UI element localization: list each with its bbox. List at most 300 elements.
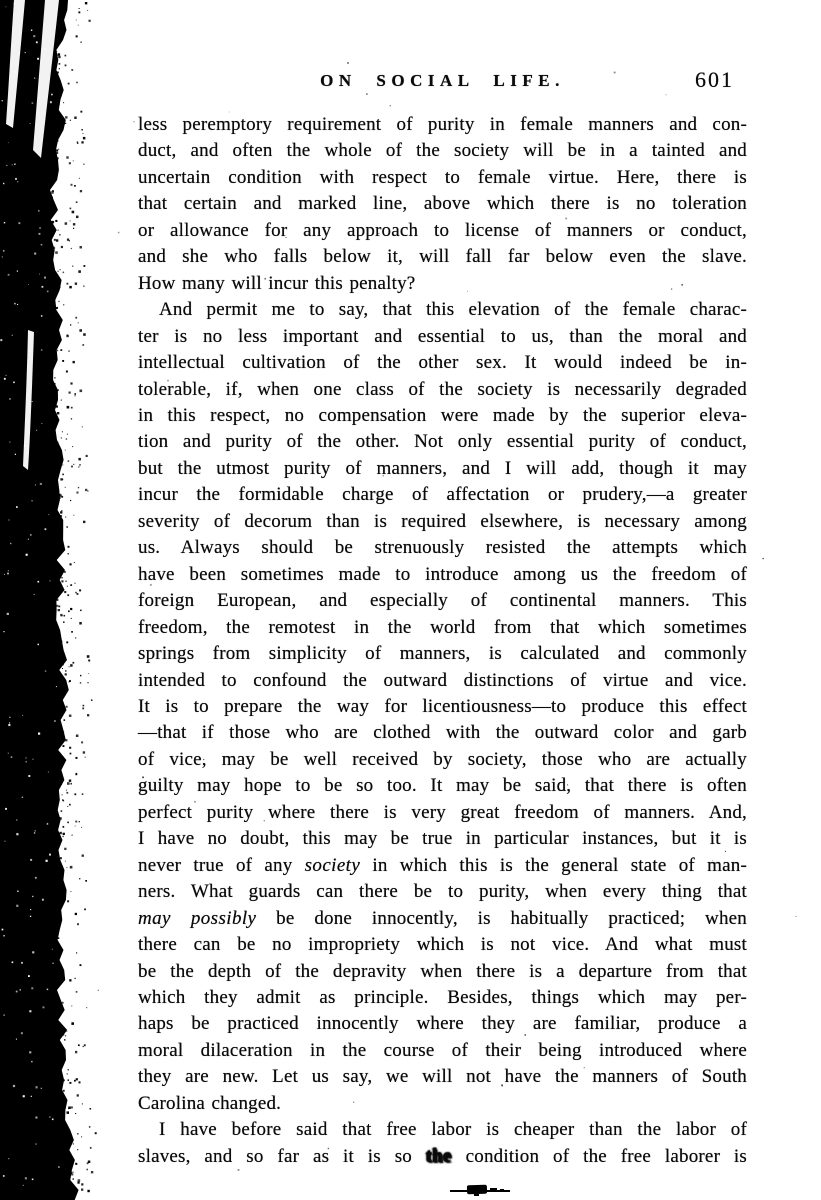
page-number: 601 — [695, 67, 734, 92]
scan-speck — [59, 633, 60, 634]
scan-speck — [64, 615, 66, 617]
scan-speck — [25, 757, 26, 758]
ink-smudge-ornament — [450, 1183, 510, 1197]
scan-speck — [63, 757, 64, 758]
scan-speck — [71, 1106, 73, 1108]
scan-speck — [54, 166, 56, 168]
scan-speck — [65, 673, 67, 675]
scan-speck — [82, 344, 84, 346]
scan-speck — [57, 485, 58, 486]
scan-speck — [62, 794, 63, 795]
scan-speck — [56, 599, 58, 601]
scan-speck — [57, 350, 58, 351]
scan-speck — [3, 1175, 5, 1177]
scan-speck — [65, 670, 67, 672]
scan-speck — [56, 605, 58, 607]
scan-speck — [29, 1051, 31, 1053]
text-line: of vice, may be well received by society, those who are actually — [138, 748, 747, 770]
scan-speck — [60, 1061, 61, 1062]
scan-speck — [19, 34, 20, 35]
scan-speck — [69, 804, 71, 806]
scan-speck — [13, 382, 15, 384]
scan-speck — [80, 190, 82, 192]
scan-speck — [75, 913, 77, 915]
scan-speck — [16, 991, 18, 993]
scan-speck — [36, 430, 37, 431]
scan-speck — [9, 442, 10, 443]
scan-speck — [62, 474, 64, 476]
scan-speck — [56, 797, 58, 799]
scan-speck — [79, 464, 80, 465]
scan-speck — [61, 580, 63, 582]
scan-speck — [83, 137, 86, 140]
scan-speck — [80, 246, 83, 249]
text-line: How many will incur this penalty? — [138, 272, 416, 294]
scan-speck — [57, 102, 60, 105]
scan-speck — [28, 975, 30, 977]
scan-speck — [17, 181, 18, 182]
scan-speck — [59, 234, 60, 235]
scan-speck — [10, 543, 11, 544]
scan-speck — [71, 418, 72, 419]
scan-speck — [87, 490, 88, 491]
scan-speck — [62, 836, 63, 837]
scan-speck — [41, 1088, 42, 1089]
scan-speck — [78, 458, 81, 461]
scan-speck — [14, 3, 16, 5]
scan-speck — [11, 756, 13, 758]
text-line: I have no doubt, this may be true in particular instances, but it is — [138, 828, 747, 850]
scan-speck — [76, 82, 78, 84]
scan-speck — [58, 753, 59, 754]
scan-speck — [69, 162, 71, 164]
scan-speck — [83, 521, 85, 523]
scan-speck — [85, 757, 86, 758]
scan-speck — [56, 152, 58, 154]
scan-speck — [57, 566, 59, 568]
scan-speck — [53, 963, 54, 964]
scan-speck — [57, 335, 59, 337]
scan-speck — [50, 580, 51, 581]
scan-speck — [54, 720, 56, 722]
scan-speck — [68, 83, 70, 85]
scan-speck — [73, 662, 75, 664]
scan-speck — [57, 442, 58, 443]
scan-speck — [75, 773, 77, 775]
scan-speck — [17, 271, 18, 272]
scan-speck — [16, 833, 18, 835]
scan-speck — [7, 613, 9, 615]
scan-speck — [366, 93, 367, 94]
scan-speck — [32, 102, 34, 104]
scan-speck — [31, 30, 32, 31]
scan-speck — [77, 1149, 78, 1150]
scan-speck — [71, 69, 73, 71]
scan-speck — [65, 487, 66, 488]
scan-speck — [25, 52, 26, 53]
scan-speck — [13, 1085, 15, 1087]
scan-speck — [77, 1133, 78, 1134]
scan-speck — [57, 870, 58, 871]
scan-speck — [78, 11, 80, 13]
scan-speck — [81, 129, 83, 131]
scan-speck — [78, 1179, 81, 1182]
scan-speck — [55, 77, 57, 79]
scan-speck — [5, 6, 6, 7]
scan-speck — [6, 165, 7, 166]
text-line: that certain and marked line, above which there is no toleration — [138, 193, 747, 215]
scan-speck — [22, 715, 23, 716]
scan-speck — [16, 820, 17, 821]
scan-speck — [60, 887, 61, 888]
text-line: be the depth of the depravity when there is a departure from that — [138, 960, 747, 982]
text-line: Carolina changed. — [138, 1092, 282, 1114]
scan-speck — [56, 440, 57, 441]
scan-speck — [68, 610, 70, 612]
scan-speck — [70, 783, 72, 785]
scan-speck — [80, 964, 82, 966]
text-line: uncertain condition with respect to female virtue. Here, there is — [138, 166, 747, 188]
scan-speck — [5, 841, 6, 842]
scan-speck — [66, 526, 68, 528]
scan-speck — [72, 446, 73, 447]
scan-speck — [71, 407, 73, 409]
scan-speck — [67, 1111, 70, 1114]
scan-speck — [73, 228, 74, 229]
scan-speck — [16, 905, 18, 907]
scan-speck — [65, 222, 68, 225]
scan-speck — [58, 866, 60, 868]
scan-speck — [81, 141, 83, 143]
scan-speck — [56, 92, 57, 93]
scan-speck — [32, 1179, 34, 1181]
scan-speck — [73, 223, 75, 225]
scan-speck — [21, 1032, 23, 1034]
scan-speck — [61, 246, 63, 248]
scan-speck — [58, 553, 60, 555]
scan-speck — [31, 987, 33, 989]
scan-speck — [4, 1015, 5, 1016]
scan-speck — [69, 979, 71, 981]
scan-speck — [81, 827, 82, 828]
scan-speck — [14, 303, 16, 305]
scan-speck — [17, 304, 18, 305]
scan-speck — [55, 220, 57, 222]
scan-speck — [39, 227, 40, 228]
scan-speck — [88, 660, 90, 662]
scan-speck — [5, 808, 7, 810]
scan-speck — [78, 1044, 80, 1046]
scan-speck — [71, 891, 72, 892]
scan-speck — [347, 62, 349, 64]
scan-speck — [28, 539, 29, 540]
scan-speck — [80, 111, 82, 113]
scan-speck — [56, 801, 57, 802]
scan-speck — [39, 274, 40, 275]
scan-speck — [72, 1195, 74, 1197]
scan-speck — [30, 916, 31, 917]
scan-speck — [63, 826, 65, 828]
scan-speck — [55, 272, 56, 273]
scan-speck — [52, 234, 54, 236]
scan-speck — [82, 1103, 83, 1104]
scan-speck — [61, 810, 63, 812]
scan-speck — [16, 1039, 17, 1040]
scan-speck — [12, 962, 14, 964]
scan-speck — [64, 591, 66, 593]
scan-speck — [59, 68, 60, 69]
scan-speck — [62, 431, 63, 432]
scan-speck — [57, 851, 58, 852]
scan-speck — [56, 51, 57, 52]
scan-speck — [796, 916, 797, 917]
scan-speck — [69, 747, 71, 749]
scan-speck — [54, 160, 55, 161]
scan-speck — [57, 840, 59, 842]
text-line: freedom, the remotest in the world from that which sometimes — [138, 616, 747, 638]
scan-speck — [69, 715, 72, 718]
scan-speck — [61, 400, 62, 401]
scan-speck — [67, 239, 69, 241]
scan-speck — [59, 93, 61, 95]
scan-speck — [29, 350, 31, 352]
scan-speck — [64, 719, 66, 721]
scan-speck — [81, 1189, 83, 1191]
scan-speck — [58, 642, 60, 644]
scan-speck — [60, 763, 62, 765]
scan-speck — [62, 360, 64, 362]
scan-speck — [26, 761, 27, 762]
scan-speck — [67, 822, 69, 824]
text-line: ter is no less important and essential to us, than the moral and — [138, 325, 747, 347]
ornament-mark — [490, 1188, 497, 1191]
scan-speck — [69, 681, 70, 682]
ornament-mark — [474, 1194, 479, 1196]
scan-speck — [30, 123, 31, 124]
scan-speck — [89, 20, 91, 22]
text-line: have been sometimes made to introduce among us the freedom of — [138, 563, 747, 585]
scan-speck — [57, 782, 58, 783]
scan-speck — [69, 392, 71, 394]
scan-speck — [23, 1095, 25, 1097]
scan-speck — [74, 793, 76, 795]
scan-speck — [71, 1022, 74, 1025]
scan-speck — [57, 774, 60, 777]
scan-speck — [72, 211, 75, 214]
scan-speck — [65, 581, 66, 582]
scan-speck — [38, 210, 40, 212]
scan-speck — [41, 349, 43, 351]
scan-speck — [59, 609, 60, 610]
scan-speck — [79, 178, 80, 179]
scan-speck — [33, 759, 34, 760]
scan-speck — [37, 58, 39, 60]
scan-speck — [77, 1094, 79, 1096]
scan-speck — [48, 514, 49, 515]
scan-speck — [2, 929, 4, 931]
scan-speck — [87, 1190, 89, 1192]
scan-speck — [58, 283, 59, 284]
text-line: they are new. Let us say, we will not have the manners of South — [138, 1066, 747, 1088]
scan-speck — [666, 94, 667, 95]
text-line: intellectual cultivation of the other sex. It would indeed be in- — [138, 352, 747, 374]
scan-speck — [28, 775, 30, 777]
scan-speck — [90, 1108, 92, 1110]
smudged-word: the — [425, 1145, 452, 1167]
scan-speck — [3, 183, 4, 184]
scan-speck — [77, 141, 78, 142]
scan-speck — [8, 724, 10, 726]
scan-speck — [67, 782, 70, 785]
scan-speck — [56, 451, 58, 453]
scan-speck — [60, 1025, 61, 1026]
scan-speck — [69, 780, 71, 782]
scan-speck — [57, 872, 59, 874]
scan-speck — [8, 274, 10, 276]
scan-speck — [68, 1108, 69, 1109]
scan-speck — [60, 1028, 61, 1029]
scan-speck — [32, 951, 34, 953]
scan-speck — [44, 119, 45, 120]
scan-speck — [65, 1035, 66, 1036]
scan-speck — [75, 821, 77, 823]
scan-speck — [9, 398, 11, 400]
scan-speck — [70, 866, 73, 869]
scan-speck — [62, 465, 63, 466]
scan-speck — [17, 891, 18, 892]
scan-speck — [64, 1103, 65, 1104]
scan-speck — [34, 78, 35, 79]
scan-speck — [62, 1092, 63, 1093]
scan-speck — [43, 1006, 45, 1008]
scan-speck — [3, 250, 5, 252]
scan-speck — [8, 753, 9, 754]
scan-speck — [58, 937, 60, 939]
scan-speck — [70, 208, 72, 210]
scan-speck — [73, 515, 74, 516]
scan-speck — [72, 835, 73, 836]
scan-speck — [75, 283, 77, 285]
scan-speck — [83, 1046, 84, 1047]
scan-speck — [7, 573, 9, 575]
scan-speck — [47, 823, 48, 824]
scan-speck — [49, 1116, 50, 1117]
scan-speck — [57, 460, 59, 462]
scan-speck — [68, 553, 69, 554]
scan-speck — [67, 1073, 68, 1074]
scan-speck — [98, 990, 99, 991]
scan-speck — [57, 794, 58, 795]
scan-speck — [38, 733, 40, 735]
scan-speck — [54, 377, 55, 378]
scan-speck — [6, 375, 7, 376]
scan-speck — [73, 1178, 75, 1180]
text-line: moral dilaceration in the course of their being introduced where — [138, 1039, 747, 1061]
scan-speck — [83, 705, 85, 707]
text-line: haps be practiced innocently where they are familiar, produce a — [138, 1013, 747, 1035]
scan-speck — [59, 494, 61, 496]
scan-speck — [57, 803, 58, 804]
scan-speck — [66, 1128, 68, 1130]
scan-speck — [62, 1053, 63, 1054]
text-line: or allowance for any approach to license of manners or conduct, — [138, 219, 747, 241]
scan-speck — [2, 257, 3, 258]
scan-speck — [67, 283, 69, 285]
scan-speck — [48, 50, 49, 51]
scan-speck — [42, 286, 44, 288]
scan-speck — [61, 1084, 63, 1086]
scan-speck — [79, 589, 81, 591]
scan-speck — [81, 741, 83, 743]
scan-speck — [62, 736, 64, 738]
scan-speck — [66, 792, 68, 794]
scan-speck — [38, 644, 40, 646]
text-line: tion and purity of the other. Not only essential purity of conduct, — [138, 431, 747, 453]
scan-speck — [56, 149, 58, 151]
text-line: —that if those who are clothed with the outward color and garb — [138, 722, 747, 744]
scan-speck — [68, 546, 70, 548]
scan-speck — [63, 621, 65, 623]
scan-speck — [78, 270, 81, 273]
scan-speck — [65, 55, 67, 57]
scan-speck — [86, 455, 88, 457]
scan-speck — [65, 517, 66, 518]
scan-speck — [86, 1169, 88, 1171]
scan-speck — [58, 149, 59, 150]
scan-speck — [55, 276, 56, 277]
emphasized-word: society — [304, 854, 361, 876]
scan-speck — [83, 133, 84, 134]
scan-speck — [61, 784, 62, 785]
scan-speck — [15, 178, 17, 180]
scan-speck — [74, 1080, 76, 1082]
scan-speck — [62, 1049, 64, 1051]
scan-speck — [56, 239, 58, 241]
scan-speck — [58, 42, 60, 44]
scan-speck — [55, 251, 58, 254]
scan-speck — [79, 329, 82, 332]
scan-speck — [63, 745, 65, 747]
scan-speck — [42, 423, 43, 424]
scan-speck — [70, 120, 71, 121]
scan-speck — [67, 406, 70, 409]
scan-speck — [30, 859, 32, 861]
scan-speck — [62, 541, 63, 542]
scan-speck — [58, 117, 60, 119]
scan-speck — [76, 991, 78, 993]
scan-speck — [87, 714, 89, 716]
scan-speck — [4, 222, 5, 223]
scan-speck — [76, 20, 77, 21]
scan-speck — [67, 806, 68, 807]
scan-speck — [71, 1173, 73, 1175]
scan-speck — [66, 790, 67, 791]
scan-speck — [58, 892, 59, 893]
ornament-mark — [500, 1189, 504, 1191]
scan-speck — [32, 896, 33, 897]
scan-speck — [62, 479, 64, 481]
text-line: severity of decorum than is required elsewhere, is necessary among — [138, 510, 747, 532]
scan-speck — [4, 574, 5, 575]
scan-speck — [21, 962, 23, 964]
scan-speck — [75, 395, 76, 396]
scan-speck — [9, 722, 10, 723]
scan-speck — [34, 253, 36, 255]
scan-speck — [66, 438, 67, 439]
scan-speck — [66, 641, 68, 643]
scan-speck — [4, 378, 6, 380]
scan-speck — [70, 584, 72, 586]
